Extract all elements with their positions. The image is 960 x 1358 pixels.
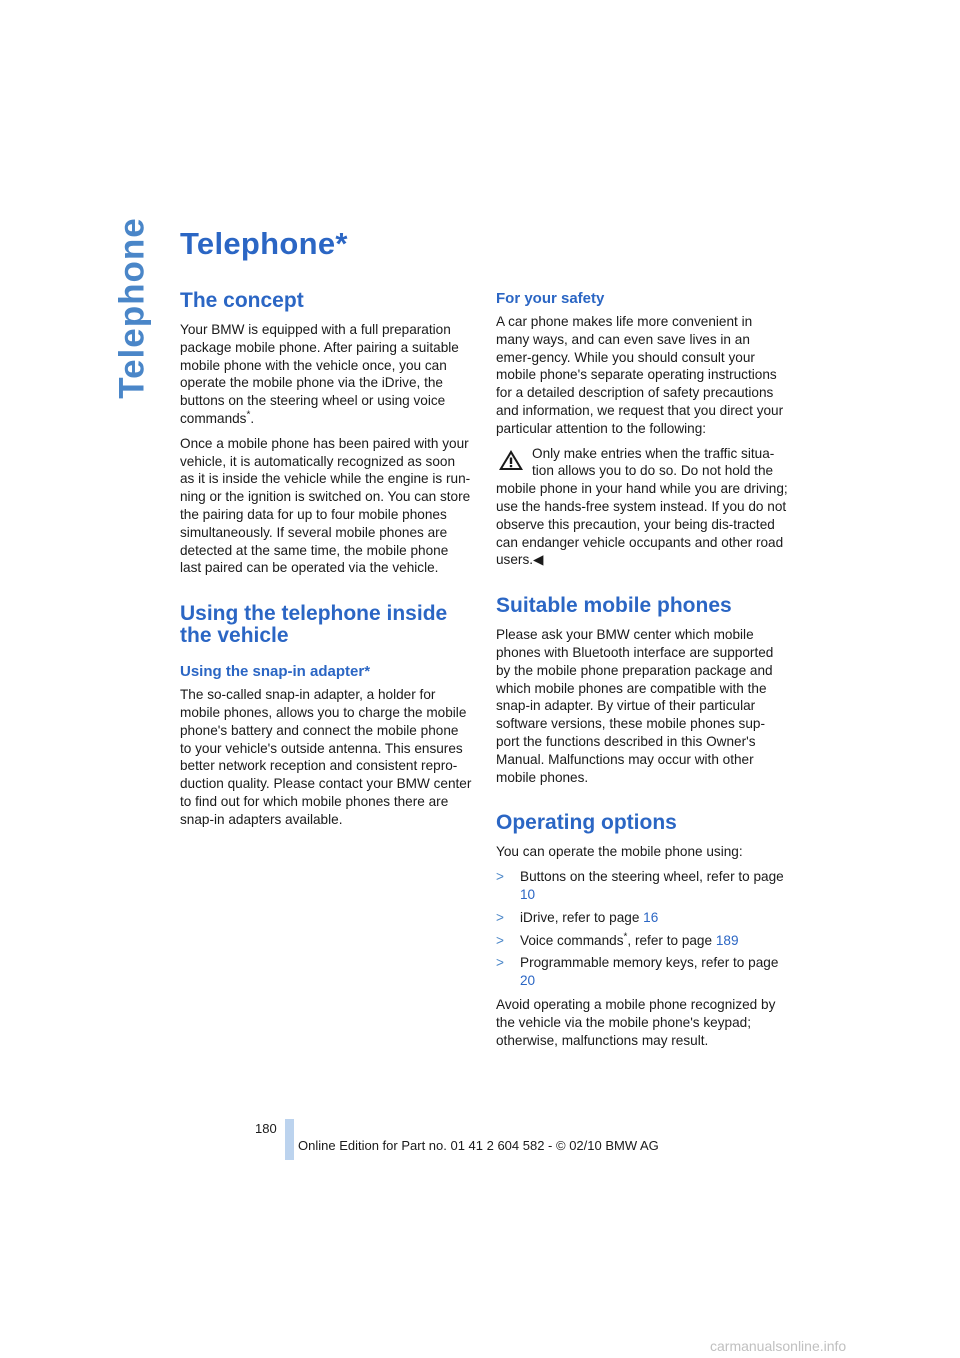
page-title: [180, 226, 348, 262]
page-title-text: Telephone: [180, 226, 336, 261]
snap-in-heading: Using the snap-in adapter*: [180, 663, 371, 681]
footer-edition: Online Edition for Part no. 01 41 2 604 582 - © 02/10 BMW AG: [298, 1138, 659, 1153]
item-text-after: , refer to page: [627, 932, 716, 948]
page-number: 180: [255, 1121, 277, 1136]
operating-options-list: [496, 868, 788, 990]
page-link[interactable]: 10: [520, 886, 536, 902]
bullet-mark: >: [496, 955, 504, 971]
item-text: Buttons on the steering wheel, refer to page: [520, 869, 784, 885]
warning-triangle-icon: [498, 448, 524, 472]
page-link[interactable]: 16: [643, 909, 659, 925]
item-text: Voice commands: [520, 932, 624, 948]
list-item: [496, 932, 788, 950]
page-title-star: *: [335, 226, 348, 261]
snap-in-paragraph: The so-called snap-in adapter, a holder for mobile phones, allows you to charge the mobile phone's battery and connect the mobile phone to your vehicle's outside antenna. This ensures better network reception and consistent repro-duction quality. Please contact your BMW center to find out for which mobile phones there are snap-in adapters available.: [180, 687, 472, 827]
suitable-phones-section: [496, 595, 788, 786]
operating-options-heading: Operating options: [496, 811, 677, 835]
item-text: Programmable memory keys, refer to page: [520, 955, 779, 971]
concept-p1-text: Your BMW is equipped with a full preparation package mobile phone. After pairing a suitable mobile phone with the vehicle once, you can operate the mobile phone via the iDrive, the buttons on the steering wheel or using voice commands: [180, 322, 459, 426]
list-item: [496, 954, 788, 990]
bullet-mark: >: [496, 909, 504, 925]
concept-heading: The concept: [180, 289, 304, 312]
left-column: [180, 290, 472, 836]
operating-options-intro: You can operate the mobile phone using:: [496, 844, 743, 860]
warning-first-text: Only make entries when the traffic situa-tion allows you to do so. Do not hold the: [532, 445, 775, 479]
bullet-mark: >: [496, 869, 504, 885]
concept-section: [180, 290, 472, 577]
side-chapter-label-text: Telephone: [113, 217, 153, 399]
warning-note-rest: [496, 480, 788, 569]
list-item: [496, 909, 788, 927]
safety-heading: For your safety: [496, 290, 605, 307]
safety-section: [496, 290, 788, 569]
optional-star: *: [246, 409, 251, 421]
watermark: carmanualsonline.info: [710, 1338, 847, 1354]
suitable-phones-heading: Suitable mobile phones: [496, 594, 732, 618]
safety-intro: A car phone makes life more convenient in many ways, and can even save lives in an emer-gency. While you should consult your mobile phone's separate operating instructions for a detailed description of safety precautions and information, we request that you direct your particular attention to the following:: [496, 314, 784, 436]
item-text: iDrive, refer to page: [520, 909, 644, 925]
concept-paragraph-1: [180, 321, 472, 428]
operating-options-outro: Avoid operating a mobile phone recognized by the vehicle via the mobile phone's keypad; otherwise, malfunctions may result.: [496, 996, 776, 1048]
suitable-phones-paragraph: Please ask your BMW center which mobile phones with Bluetooth interface are supported by the mobile phone preparation package and which mobile phones are compatible with the snap-in adapter. By virtue of their particular software versions, these mobile phones sup-port the functions described in this Owner's Manual. Malfunctions may occur with other mobile phones.: [496, 627, 774, 785]
page-link[interactable]: 189: [715, 932, 739, 948]
warning-note-first: [496, 445, 788, 481]
using-heading: Using the telephone inside the vehicle: [180, 602, 448, 648]
right-column: [496, 290, 788, 1056]
concept-p1-end: .: [250, 410, 255, 426]
using-section: [180, 603, 472, 828]
side-chapter-label: [112, 217, 154, 399]
optional-star: *: [623, 930, 628, 942]
operating-options-section: [496, 812, 788, 1049]
concept-paragraph-2: Once a mobile phone has been paired with your vehicle, it is automatically recognized as soon as it is inside the vehicle while the engine is run-ning or the ignition is switched on. You can store the pairing data for up to four mobile phones simultaneously. If several mobile phones are detected at the same time, the mobile phone last paired can be operated via the vehicle.: [180, 435, 471, 576]
footer-bar: [285, 1119, 294, 1160]
list-item: [496, 868, 788, 904]
bullet-mark: >: [496, 932, 504, 948]
end-mark: ◀: [533, 552, 544, 568]
page-link[interactable]: 20: [520, 973, 536, 989]
warning-rest-text: mobile phone in your hand while you are driving; use the hands-free system instead. If you do not observe this precaution, your being dis-tracted can endanger vehicle occupants and other road users.: [496, 481, 788, 568]
